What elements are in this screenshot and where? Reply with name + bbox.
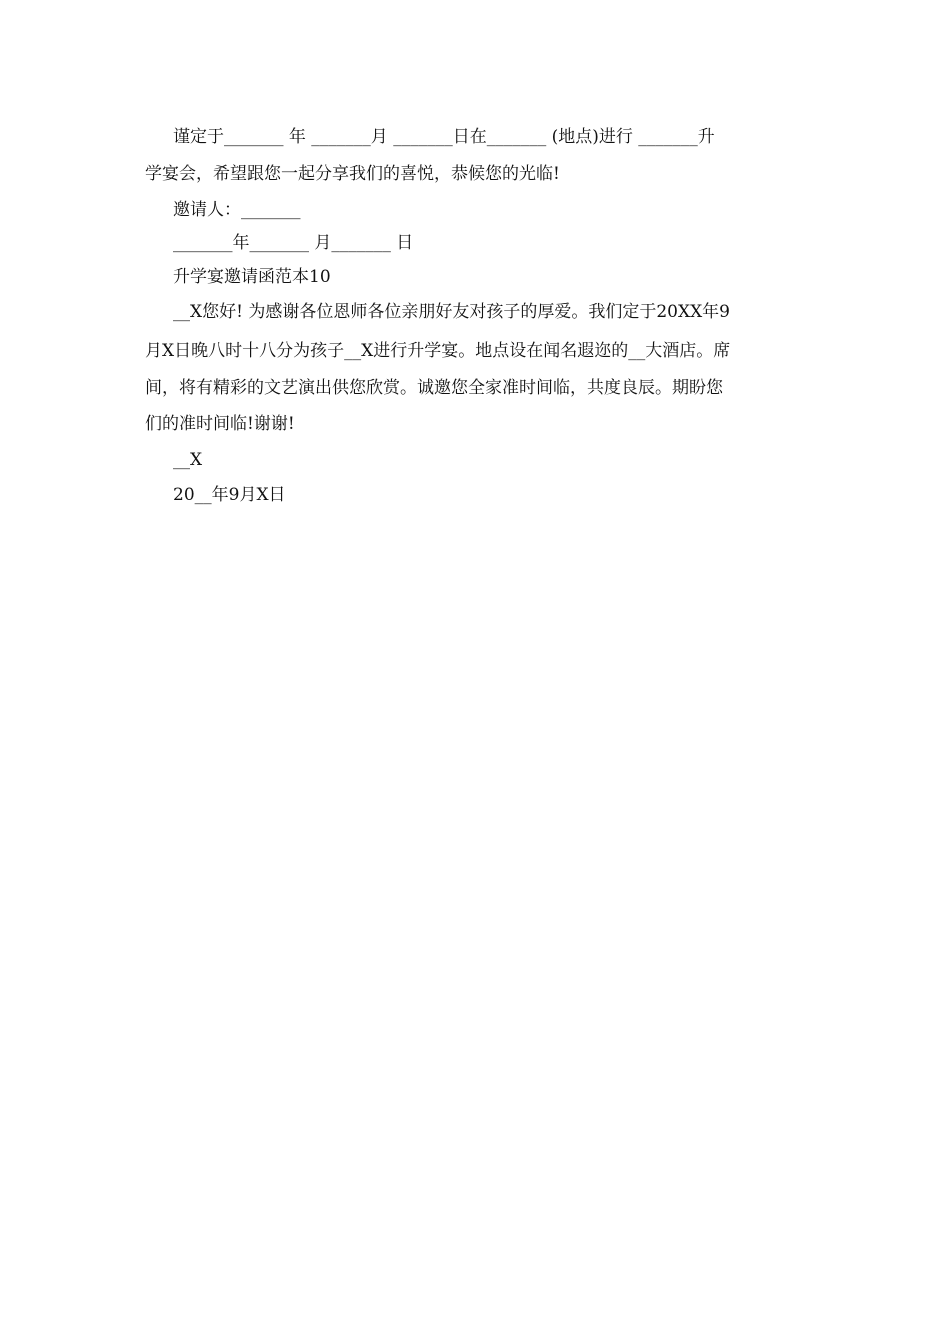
letter-body-line-3: 间，将有精彩的文艺演出供您欣赏。诚邀您全家准时间临，共度良辰。期盼您 [145,378,723,398]
invitation-paragraph-line-1: 谨定于_______ 年 _______月 _______日在_______ (地点)进行 _______升 [173,127,715,147]
signature-line: __X [173,450,203,470]
letter-body-line-1: __X您好! 为感谢各位恩师各位亲朋好友对孩子的厚爱。我们定于20XX年9 [173,302,730,322]
inviter-line: 邀请人：_______ [173,200,301,220]
invitation-paragraph-line-2: 学宴会，希望跟您一起分享我们的喜悦，恭候您的光临! [145,164,560,184]
letter-body-line-2: 月X日晚八时十八分为孩子__X进行升学宴。地点设在闻名遐迩的__大酒店。席 [145,341,731,361]
section-heading: 升学宴邀请函范本10 [173,267,331,287]
letter-date-line: 20__年9月X日 [173,485,286,505]
date-line: _______年_______ 月_______ 日 [173,233,414,253]
letter-body-line-4: 们的准时间临!谢谢! [145,414,295,434]
